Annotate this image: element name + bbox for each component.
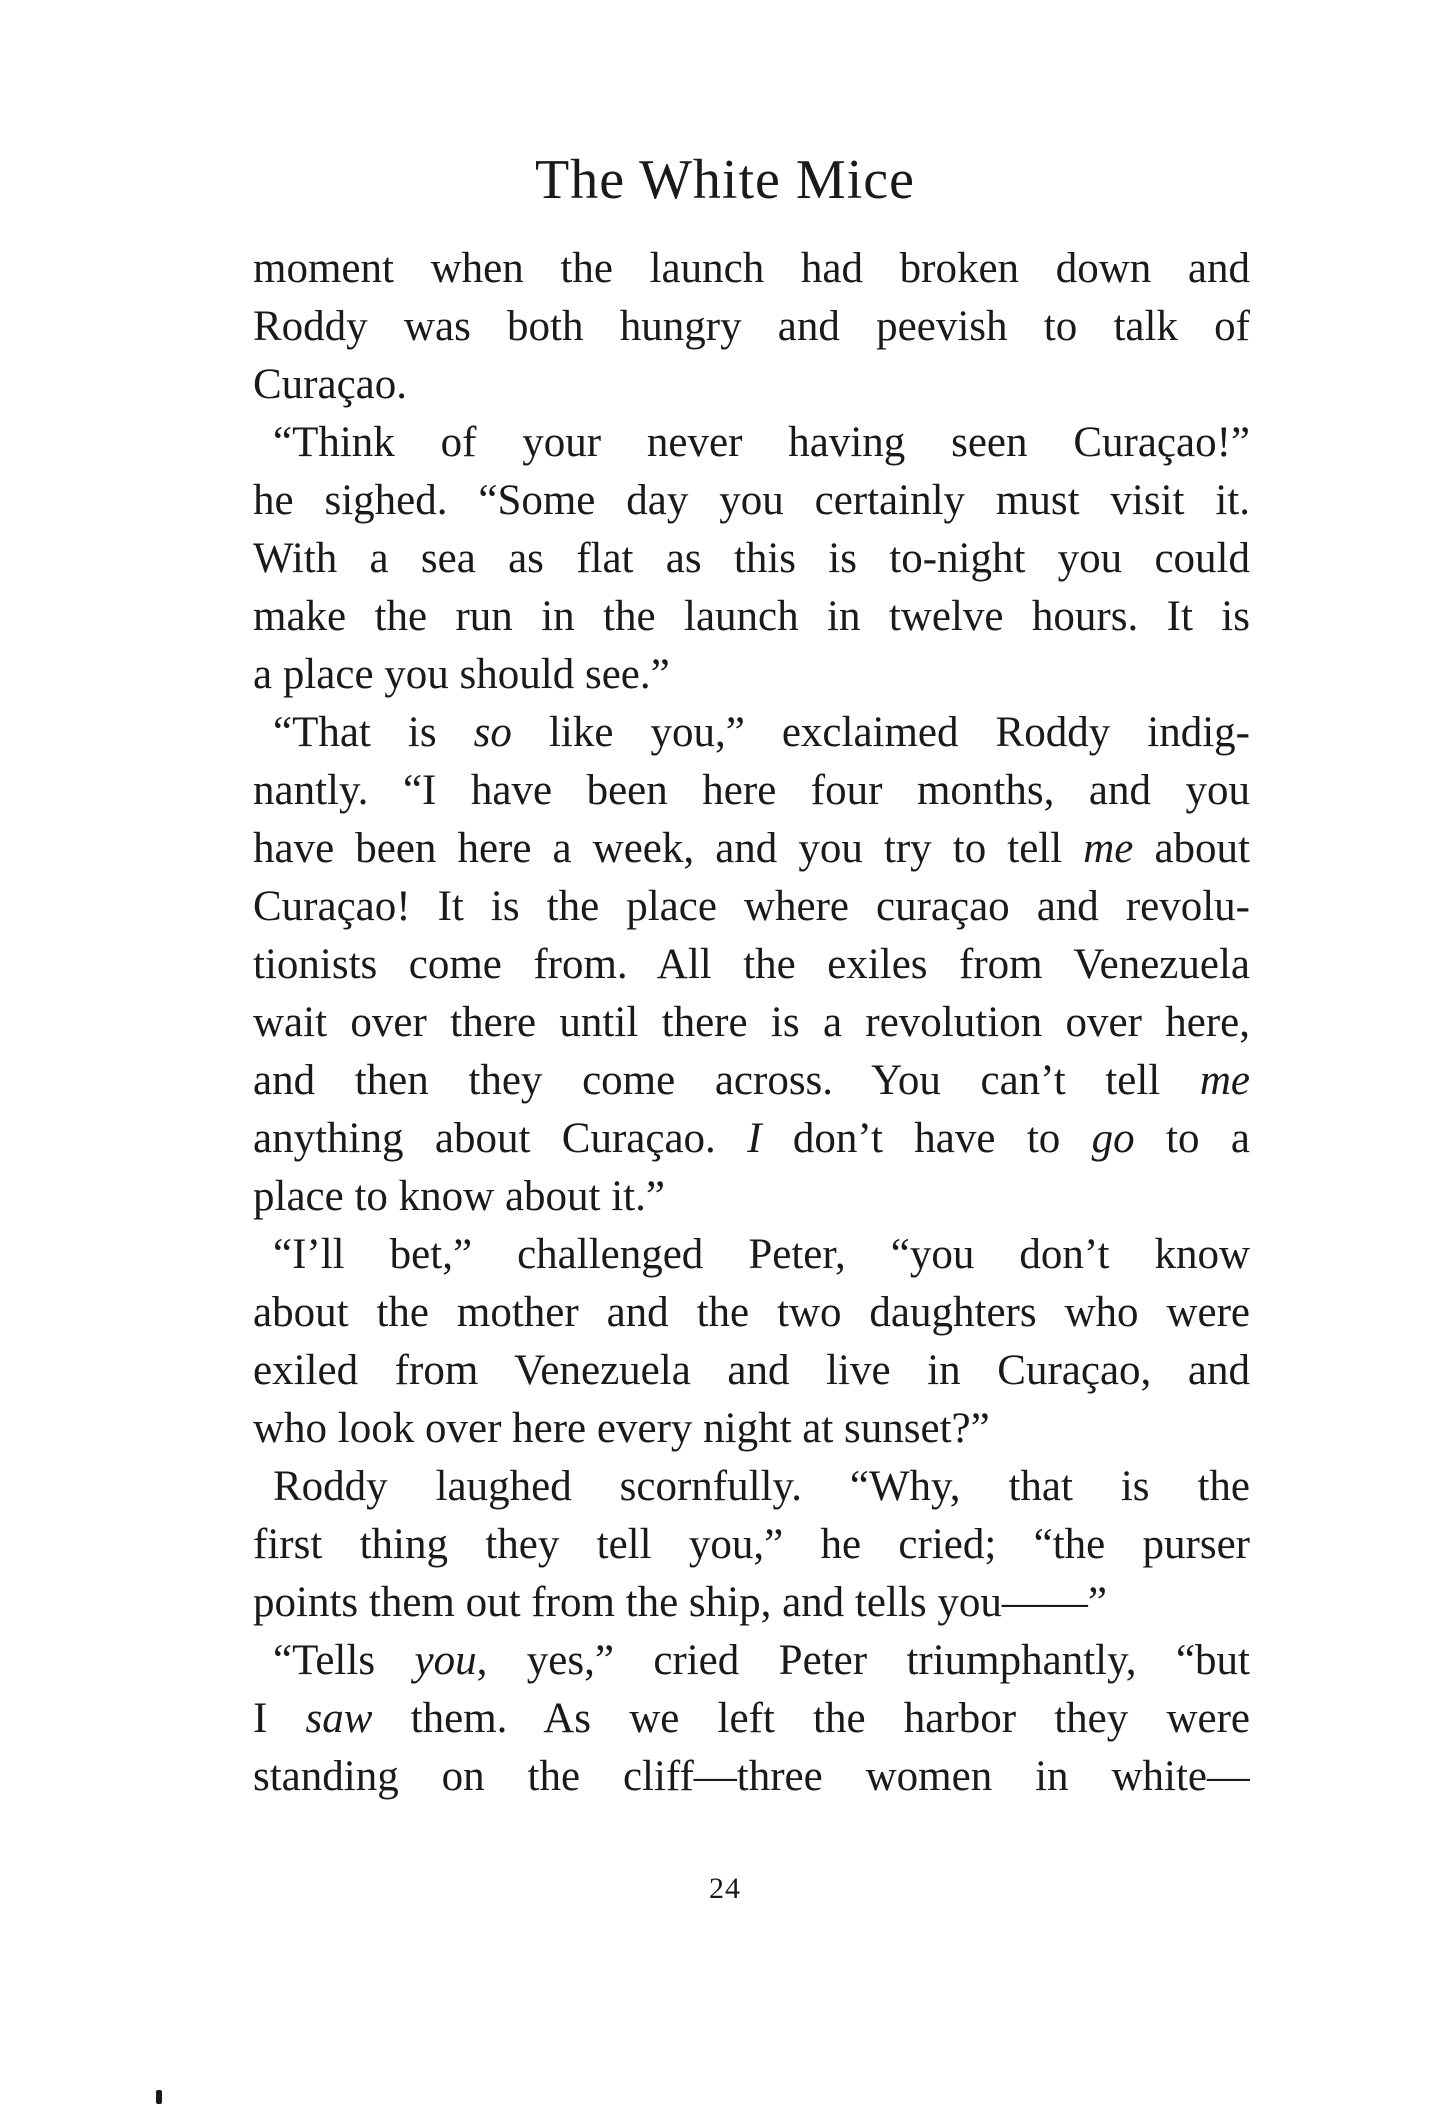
body-text [253, 240, 1250, 1806]
text-run: tionists come from. All the exiles from Venezuela [253, 941, 1250, 988]
text-line [253, 588, 1250, 646]
text-run: With a sea as flat as this is to-night you could [253, 535, 1250, 582]
text-line [253, 1458, 1250, 1516]
text-run: first thing they tell you,” he cried; “the purser [253, 1521, 1250, 1568]
text-line [253, 762, 1250, 820]
text-line [253, 1110, 1250, 1168]
text-line [253, 1342, 1250, 1400]
italic-text: I [747, 1115, 762, 1162]
print-speck [156, 2090, 162, 2104]
text-line [253, 1052, 1250, 1110]
text-run: Roddy was both hungry and peevish to talk of [253, 303, 1250, 350]
text-run: them. As we left the harbor they were [372, 1695, 1250, 1742]
italic-text: saw [305, 1695, 373, 1742]
text-line [253, 1284, 1250, 1342]
text-run: , yes,” cried Peter triumphantly, “but [476, 1637, 1250, 1684]
text-run: he sighed. “Some day you certainly must visit it. [253, 477, 1250, 524]
text-line [253, 1516, 1250, 1574]
text-line [253, 1748, 1250, 1806]
text-run: have been here a week, and you try to tell [253, 825, 1084, 872]
page-number: 24 [709, 1872, 741, 1905]
italic-text: me [1083, 825, 1134, 872]
text-line [253, 704, 1250, 762]
text-run: to a [1134, 1115, 1250, 1162]
italic-text: so [473, 709, 512, 756]
text-line [253, 878, 1250, 936]
text-line [253, 1226, 1250, 1284]
text-run: “That is [273, 709, 474, 756]
text-run: make the run in the launch in twelve hours. It is [253, 593, 1250, 640]
text-line [253, 1168, 1250, 1226]
text-run: who look over here every night at sunset?” [253, 1405, 990, 1452]
text-run: don’t have to [761, 1115, 1092, 1162]
text-run: nantly. “I have been here four months, and you [253, 767, 1250, 814]
text-run: “I’ll bet,” challenged Peter, “you don’t know [273, 1231, 1250, 1278]
text-line [253, 1632, 1250, 1690]
italic-text: go [1091, 1115, 1135, 1162]
text-line [253, 936, 1250, 994]
text-run: place to know about it.” [253, 1173, 665, 1220]
text-line [253, 820, 1250, 878]
text-line [253, 240, 1250, 298]
text-line [253, 356, 1250, 414]
text-line [253, 1574, 1250, 1632]
text-run: wait over there until there is a revolution over here, [253, 999, 1250, 1046]
text-run: like you,” exclaimed Roddy indig- [511, 709, 1250, 756]
text-run: about the mother and the two daughters who were [253, 1289, 1250, 1336]
text-line [253, 414, 1250, 472]
text-run: moment when the launch had broken down and [253, 245, 1250, 292]
text-run: and then they come across. You can’t tell [253, 1057, 1200, 1104]
text-run: Curaçao. [253, 361, 408, 408]
text-line [253, 1400, 1250, 1458]
text-run: “Tells [273, 1637, 415, 1684]
text-line [253, 994, 1250, 1052]
text-run: anything about Curaçao. [253, 1115, 748, 1162]
text-run: exiled from Venezuela and live in Curaçao, and [253, 1347, 1250, 1394]
italic-text: me [1199, 1057, 1250, 1104]
text-line [253, 472, 1250, 530]
text-line [253, 530, 1250, 588]
text-run: about [1133, 825, 1250, 872]
text-line [253, 1690, 1250, 1748]
text-run: a place you should see.” [253, 651, 670, 698]
text-run: Curaçao! It is the place where curaçao and revolu- [253, 883, 1250, 930]
text-run: Roddy laughed scornfully. “Why, that is the [273, 1463, 1250, 1510]
text-run: I [253, 1695, 306, 1742]
text-run: “Think of your never having seen Curaçao!” [273, 419, 1250, 466]
text-line [253, 298, 1250, 356]
italic-text: you [414, 1637, 477, 1684]
text-line [253, 646, 1250, 704]
text-run: standing on the cliff—three women in white— [253, 1753, 1250, 1800]
running-head: The White Mice [535, 149, 915, 211]
text-run: points them out from the ship, and tells you——” [253, 1579, 1107, 1626]
